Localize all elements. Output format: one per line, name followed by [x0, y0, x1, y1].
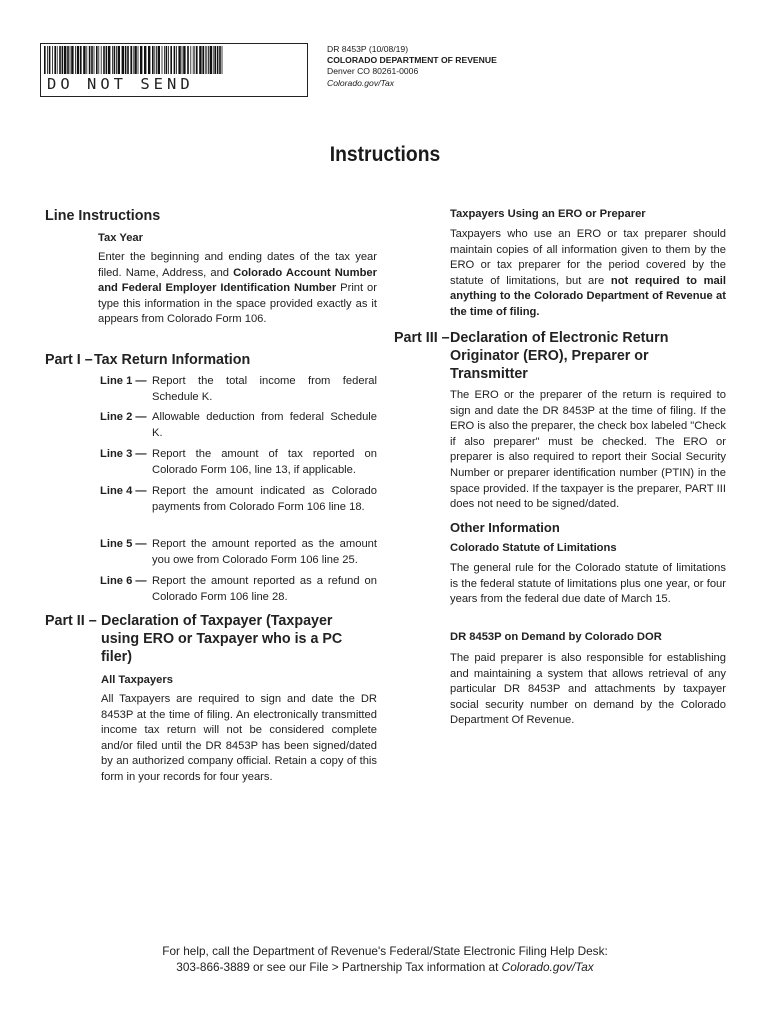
ero-preparer-text: Taxpayers who use an ERO or tax preparer should maintain copies of all information given to them by the ERO or tax preparer for the period covered by the statute of limitations, but are not required to mail anything to the Colorado Department of Revenue at the time of filing. — [450, 228, 726, 318]
other-information-heading: Other Information — [450, 520, 560, 535]
part3-heading — [394, 329, 714, 383]
part2-title: Declaration of Taxpayer (Taxpayer using ERO or Taxpayer who is a PC filer) — [101, 613, 343, 665]
do-not-send-label: DO NOT SEND — [47, 75, 194, 93]
footer-line-2: 303-866-3889 or see our File > Partnership Tax information at Colorado.gov/Tax — [176, 960, 594, 974]
department-name: COLORADO DEPARTMENT OF REVENUE — [327, 55, 497, 66]
line-4-item: Line 4 — Report the amount indicated as Colorado payments from Colorado Form 106 line 18. — [100, 485, 377, 513]
part3-title: Declaration of Electronic Return Originator (ERO), Preparer or Transmitter — [450, 330, 669, 382]
ero-preparer-heading: Taxpayers Using an ERO or Preparer — [450, 208, 646, 220]
line-6-item: Line 6 — Report the amount reported as a refund on Colorado Form 106 line 28. — [100, 575, 377, 603]
page-title: Instructions — [329, 143, 441, 166]
all-taxpayers-text: All Taxpayers are required to sign and date the DR 8453P at the time of filing. An electronically transmitted income tax return will not be considered complete and/or filed until the DR 8453P has been signed/dated by an authorized company official. Retain a copy of this form in your records for four years. — [101, 693, 377, 783]
form-info — [327, 44, 497, 89]
part3-label: Part III – — [394, 330, 450, 346]
footer-website: Colorado.gov/Tax — [501, 960, 594, 974]
barcode-icon — [44, 46, 224, 74]
dor-demand-heading: DR 8453P on Demand by Colorado DOR — [450, 631, 662, 643]
part1-heading — [45, 351, 345, 369]
statute-heading: Colorado Statute of Limitations — [450, 542, 617, 554]
dor-demand-text: The paid preparer is also responsible for establishing and maintaining a system that allows retrieval of any particular DR 8453P and attachments by taxpayer social security number on demand by the Colorado Department Of Revenue. — [450, 652, 726, 727]
tax-year-text: Enter the beginning and ending dates of the tax year filed. Name, Address, and Colorado Account Number and Federal Employer Identification Number Print or type this information in the space provided exactly as it appears from Colorado Form 106. — [98, 251, 378, 326]
all-taxpayers-heading: All Taxpayers — [101, 674, 173, 686]
line-3-item: Line 3 — Report the amount of tax reported on Colorado Form 106, line 13, if applicable. — [100, 448, 377, 476]
part1-title: Tax Return Information — [94, 352, 251, 368]
part1-label: Part I – — [45, 352, 93, 368]
part3-text: The ERO or the preparer of the return is required to sign and date the DR 8453P at the time of filing. If the ERO is also the preparer, the check box labeled "Check if also preparer" must be checked. The ERO or preparer is also required to report their Social Security Number or preparer identification number (PTIN) in the space provided. If the taxpayer is the preparer, PART III does not need to be signed/dated. — [450, 389, 726, 511]
line-1-item: Line 1 — Report the total income from federal Schedule K. — [100, 375, 377, 403]
part2-label: Part II – — [45, 613, 97, 629]
department-website: Colorado.gov/Tax — [327, 77, 395, 88]
part2-heading — [45, 612, 365, 666]
line-5-item: Line 5 — Report the amount reported as the amount you owe from Colorado Form 106 line 25. — [100, 538, 377, 566]
tax-year-heading: Tax Year — [98, 232, 143, 244]
line-2-item: Line 2 — Allowable deduction from federal Schedule K. — [100, 411, 377, 439]
form-number: DR 8453P (10/08/19) — [327, 44, 409, 54]
department-address: Denver CO 80261-0006 — [327, 66, 419, 77]
footer-help — [0, 943, 770, 975]
footer-line-1: For help, call the Department of Revenue's Federal/State Electronic Filing Help Desk: — [162, 944, 608, 958]
statute-text: The general rule for the Colorado statute of limitations is the federal statute of limitations plus one year, or four years from the federal due date of March 15. — [450, 562, 726, 606]
line-instructions-heading: Line Instructions — [45, 208, 161, 224]
